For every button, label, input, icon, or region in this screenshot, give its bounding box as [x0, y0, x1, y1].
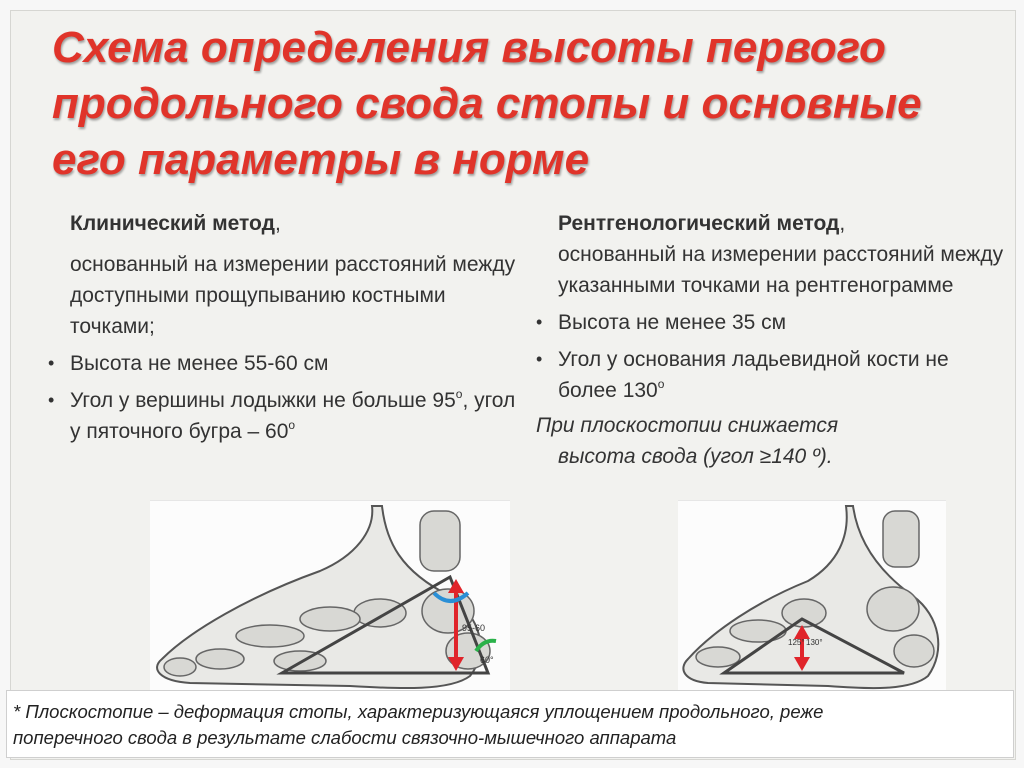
- radiological-foot-svg: [678, 501, 946, 696]
- clinical-method-column: [48, 208, 518, 447]
- phalanx-bone-1: [696, 647, 740, 667]
- tibia-bone: [883, 511, 919, 567]
- title-line-1: Схема определения высоты первого: [52, 23, 886, 72]
- radiological-method-heading-text: Рентгенологический метод: [558, 212, 840, 235]
- phalanx-bone-1: [196, 649, 244, 669]
- phalanx-bone-2: [164, 658, 196, 676]
- navicular-bone: [354, 599, 406, 627]
- metatarsal-bone-1: [730, 620, 786, 642]
- metatarsal-bone-2: [236, 625, 304, 647]
- angle-label-b: 130°: [806, 638, 823, 647]
- tibia-bone: [420, 511, 460, 571]
- flatfoot-note-line-2: высота свода (угол ≥140 º).: [558, 445, 833, 468]
- footnote-line-2: поперечного свода в результате слабости связочно-мышечного аппарата: [13, 727, 677, 748]
- clinical-foot-diagram: [150, 500, 510, 696]
- footnote-box: [6, 690, 1014, 758]
- bullet-dot: •: [48, 353, 55, 373]
- clinical-method-heading-text: Клинический метод: [70, 212, 275, 235]
- radiological-foot-diagram: [678, 500, 946, 696]
- title-line-2: продольного свода стопы и основные: [52, 79, 922, 128]
- degree-superscript: о: [288, 418, 296, 432]
- calcaneus-bone: [894, 635, 934, 667]
- clinical-method-heading-comma: ,: [274, 212, 281, 235]
- clinical-bullet-angles-text-b: , угол у пяточного бугра – 60: [70, 389, 516, 443]
- clinical-bullet-angles: [48, 385, 518, 447]
- talus-bone: [867, 587, 919, 631]
- metatarsal-bone-1: [300, 607, 360, 631]
- radiological-bullet-height: [536, 307, 1006, 338]
- radiological-method-heading: [536, 208, 1006, 239]
- radiological-method-description: основанный на измерении расстояний между указанными точками на рентгенограмме: [558, 243, 1004, 297]
- angle-top-label: 95-60: [462, 623, 486, 633]
- degree-superscript: о: [455, 387, 463, 401]
- radiological-bullet-angle-text: Угол у основания ладьевидной кости не более 130: [558, 348, 949, 402]
- clinical-bullet-angles-text-a: Угол у вершины лодыжки не больше 95: [70, 389, 456, 412]
- radiological-bullet-height-text: Высота не менее 35 см: [558, 311, 787, 334]
- clinical-bullet-height: [48, 348, 518, 379]
- flatfoot-note: [536, 410, 1006, 472]
- title-line-3: его параметры в норме: [52, 135, 590, 184]
- flatfoot-note-line-1: При плоскостопии снижается: [536, 414, 839, 437]
- angle-bottom-label: 60°: [480, 655, 494, 665]
- bullet-dot: •: [48, 390, 55, 410]
- clinical-method-heading: [48, 208, 518, 239]
- footnote-line-1: * Плоскостопие – деформация стопы, характеризующаяся уплощением продольного, реже: [13, 701, 824, 722]
- radiological-method-heading-comma: ,: [839, 212, 846, 235]
- clinical-foot-svg: [150, 501, 510, 696]
- radiological-bullet-angle: [536, 344, 1006, 406]
- radiological-method-column: [536, 208, 1006, 472]
- angle-label-a: 125°: [788, 638, 805, 647]
- bullet-dot: •: [536, 349, 543, 369]
- bullet-dot: •: [536, 312, 543, 332]
- slide-title: [52, 20, 952, 188]
- clinical-bullet-height-text: Высота не менее 55-60 см: [70, 352, 329, 375]
- navicular-bone: [782, 599, 826, 627]
- degree-superscript: о: [657, 377, 665, 391]
- clinical-method-description: основанный на измерении расстояний между доступными прощупыванию костными точками;: [70, 253, 516, 338]
